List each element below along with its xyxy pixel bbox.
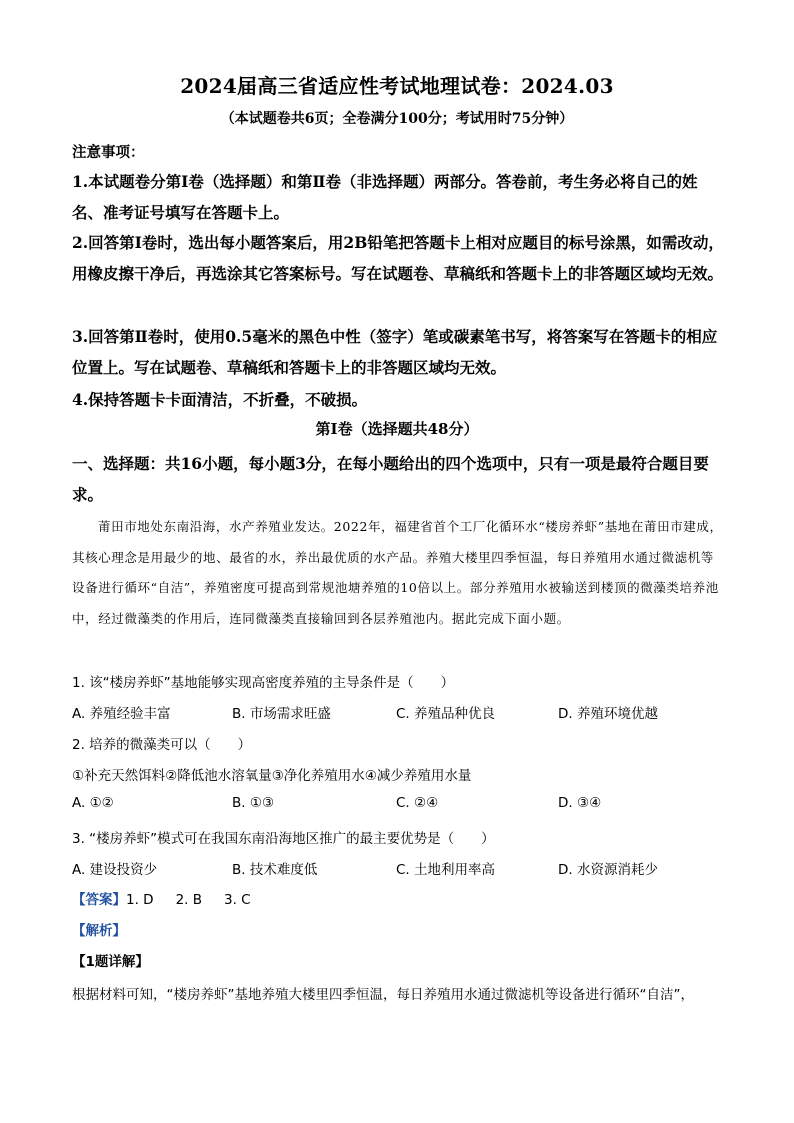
question-options-1 [72,702,724,722]
notice-heading: 注意事项： [72,144,145,161]
analysis-tag: 【解析】 [72,923,126,939]
question-stem-2: 2. 培养的微藻类可以（ ） [72,737,252,753]
answer-value: 3. C [224,892,251,908]
reading-material: 莆田市地处东南沿海，水产养殖业发达。2022年，福建省首个工厂化循环水“楼房养虾”基地在莆田市建成，其核心理念是用最少的地、最省的水，养出最优质的水产品。养殖大楼里四季恒温，每日养殖用水通过微滤机等设备进行循环“自洁”，养殖密度可提高到常规池塘养殖的10倍以上。部分养殖用水被输送到楼顶的微藻类培养池中，经过微藻类的作用后，连同微藻类直接输回到各层养殖池内。据此完成下面小题。 [72,519,723,626]
answer-line [72,888,724,908]
section-title: 第Ⅰ卷（选择题共48分） [315,420,479,438]
analysis-detail-tag: 【1题详解】 [72,954,149,970]
exam-subtitle: （本试题卷共6页；全卷满分100分；考试用时75分钟） [220,111,574,127]
notice-item: 2.回答第Ⅰ卷时，选出每小题答案后，用2B铅笔把答题卡上相对应题目的标号涂黑，如需改动，用橡皮擦干净后，再选涂其它答案标号。写在试题卷、草稿纸和答题卡上的非答题区域均无效。 [72,233,724,283]
option-c: C. ②④ [396,795,439,811]
question-sub-items-2: ①补充天然饵料②降低池水溶氧量③净化养殖用水④减少养殖用水量 [72,768,472,784]
option-c: C. 土地利用率高 [396,862,496,878]
option-d: D. 水资源消耗少 [558,862,658,878]
analysis-text: 根据材料可知，“楼房养虾”基地养殖大楼里四季恒温，每日养殖用水通过微滤机等设备进行循环“自洁”， [72,987,694,1003]
notice-item: 3.回答第Ⅱ卷时，使用0.5毫米的黑色中性（签字）笔或碳素笔书写，将答案写在答题卡的相应位置上。写在试题卷、草稿纸和答题卡上的非答题区域均无效。 [72,327,718,377]
option-d: D. ③④ [558,795,602,811]
question-stem-1: 1. 该“楼房养虾”基地能够实现高密度养殖的主导条件是（ ） [72,675,455,691]
exam-title: 2024届高三省适应性考试地理试卷：2024.03 [180,74,614,98]
option-b: B. 市场需求旺盛 [232,706,331,722]
option-a: A. ①② [72,795,114,811]
notice-item: 1.本试题卷分第Ⅰ卷（选择题）和第Ⅱ卷（非选择题）两部分。答卷前，考生务必将自己的姓名、准考证号填写在答题卡上。 [72,172,698,222]
option-a: A. 建设投资少 [72,862,158,878]
notice-item: 4.保持答题卡卡面清洁，不折叠，不破损。 [72,390,368,409]
option-c: C. 养殖品种优良 [396,706,496,722]
answer-value: 2. B [175,892,203,908]
question-options-2 [72,795,724,815]
question-type-instruction: 一、选择题：共16小题，每小题3分，在每小题给出的四个选项中，只有一项是最符合题目要求。 [72,454,709,504]
option-a: A. 养殖经验丰富 [72,706,171,722]
answer-value: 1. D [126,892,154,908]
answer-tag: 【答案】 [72,892,126,908]
option-b: B. ①③ [232,795,275,811]
option-b: B. 技术难度低 [232,862,318,878]
question-stem-3: 3. “楼房养虾”模式可在我国东南沿海地区推广的最主要优势是（ ） [72,831,495,847]
option-d: D. 养殖环境优越 [558,706,658,722]
question-options-3 [72,858,724,878]
